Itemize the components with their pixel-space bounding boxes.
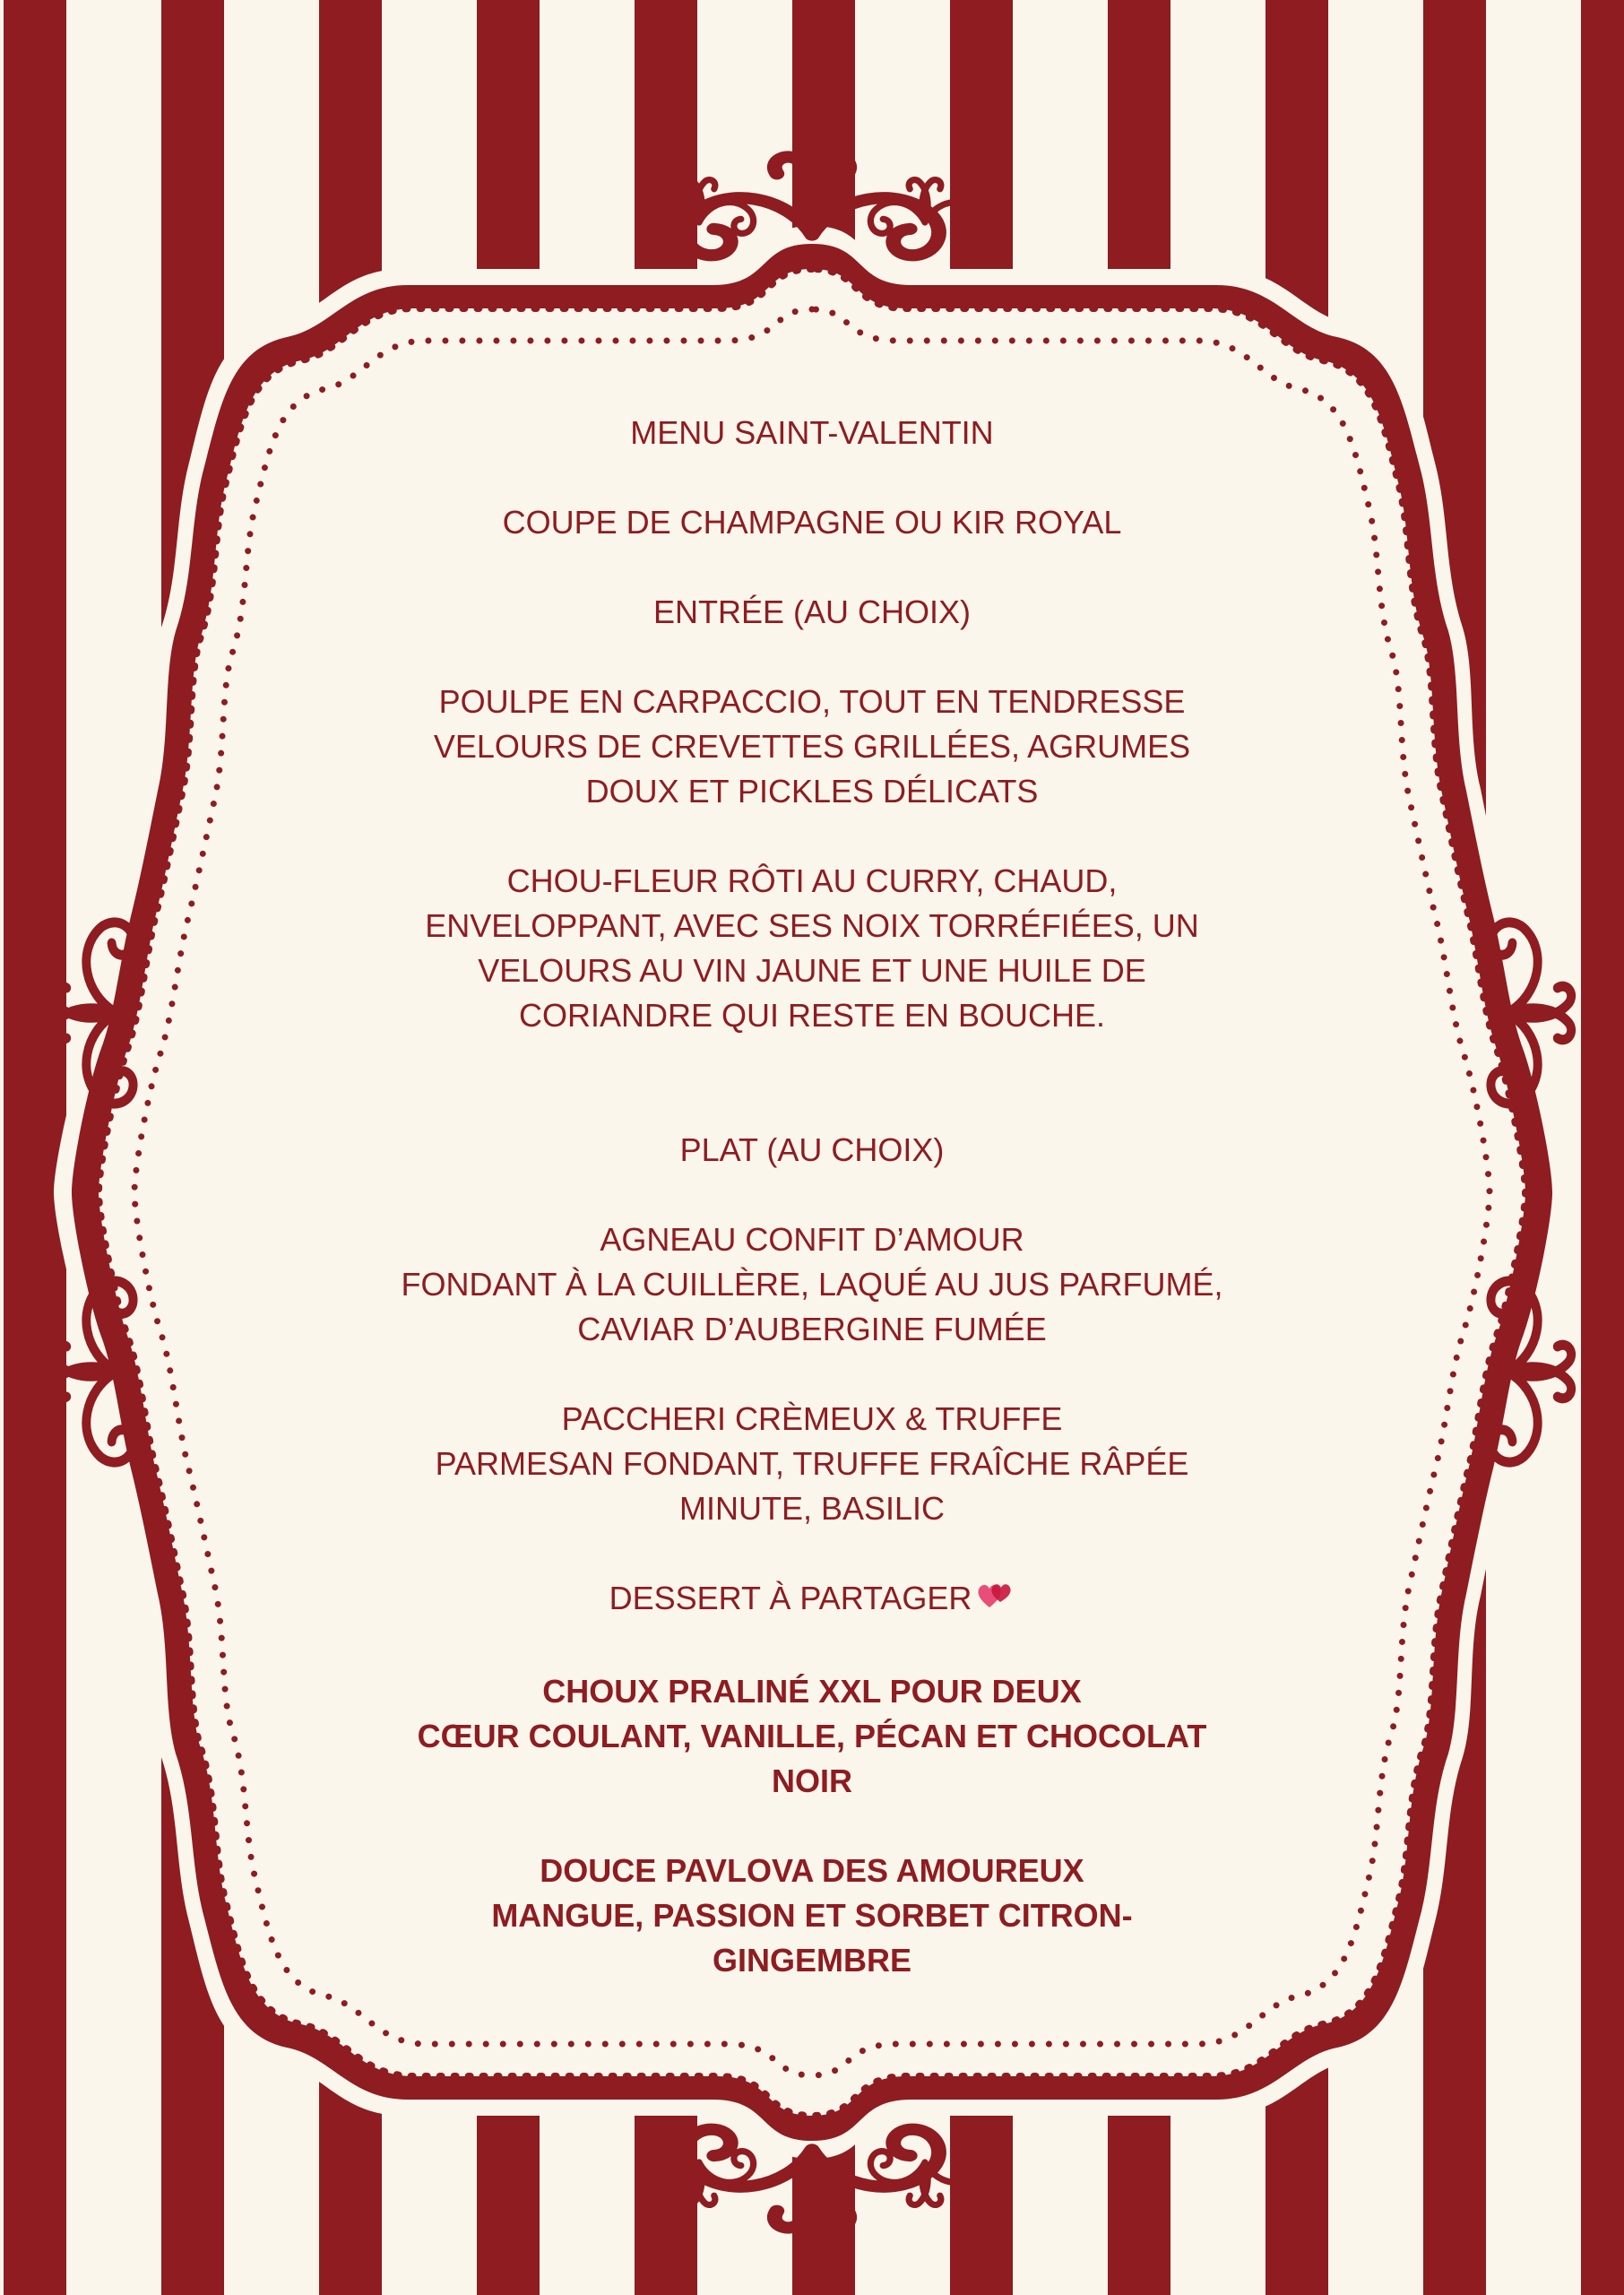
stripe — [1581, 0, 1624, 2295]
plat-heading: PLAT (AU CHOIX) — [679, 1131, 945, 1168]
entree-heading: ENTRÉE (AU CHOIX) — [652, 593, 972, 630]
menu-content — [319, 411, 1305, 1983]
two-hearts-icon — [977, 1580, 1015, 1624]
plat-option-1: AGNEAU CONFIT D’AMOUR FONDANT À LA CUILLÈRE, LAQUÉ AU JUS PARFUMÉ, CAVIAR D’AUBERGINE FUMÉE — [401, 1221, 1223, 1347]
entree-option-1: POULPE EN CARPACCIO, TOUT EN TENDRESSE VELOURS DE CREVETTES GRILLÉES, AGRUMES DOUX ET PICKLES DÉLICATS — [433, 683, 1191, 810]
dessert-option-2: DOUCE PAVLOVA DES AMOUREUX MANGUE, PASSION ET SORBET CITRON- GINGEMBRE — [491, 1852, 1133, 1979]
dessert-heading-line — [319, 1576, 1305, 1624]
entree-option-2: CHOU-FLEUR RÔTI AU CURRY, CHAUD, ENVELOPPANT, AVEC SES NOIX TORRÉFIÉES, UN VELOURS AU VIN JAUNE ET UNE HUILE DE CORIANDRE QUI RESTE EN BOUCHE. — [425, 862, 1199, 1034]
dessert-heading: DESSERT À PARTAGER — [609, 1580, 972, 1616]
aperitif: COUPE DE CHAMPAGNE OU KIR ROYAL — [502, 504, 1122, 541]
stripe — [4, 0, 66, 2295]
plat-option-2: PACCHERI CRÈMEUX & TRUFFE PARMESAN FONDANT, TRUFFE FRAÎCHE RÂPÉE MINUTE, BASILIC — [435, 1400, 1189, 1527]
dessert-option-1: CHOUX PRALINÉ XXL POUR DEUX CŒUR COULANT, VANILLE, PÉCAN ET CHOCOLAT NOIR — [417, 1673, 1207, 1799]
menu-title: MENU SAINT-VALENTIN — [630, 414, 994, 451]
